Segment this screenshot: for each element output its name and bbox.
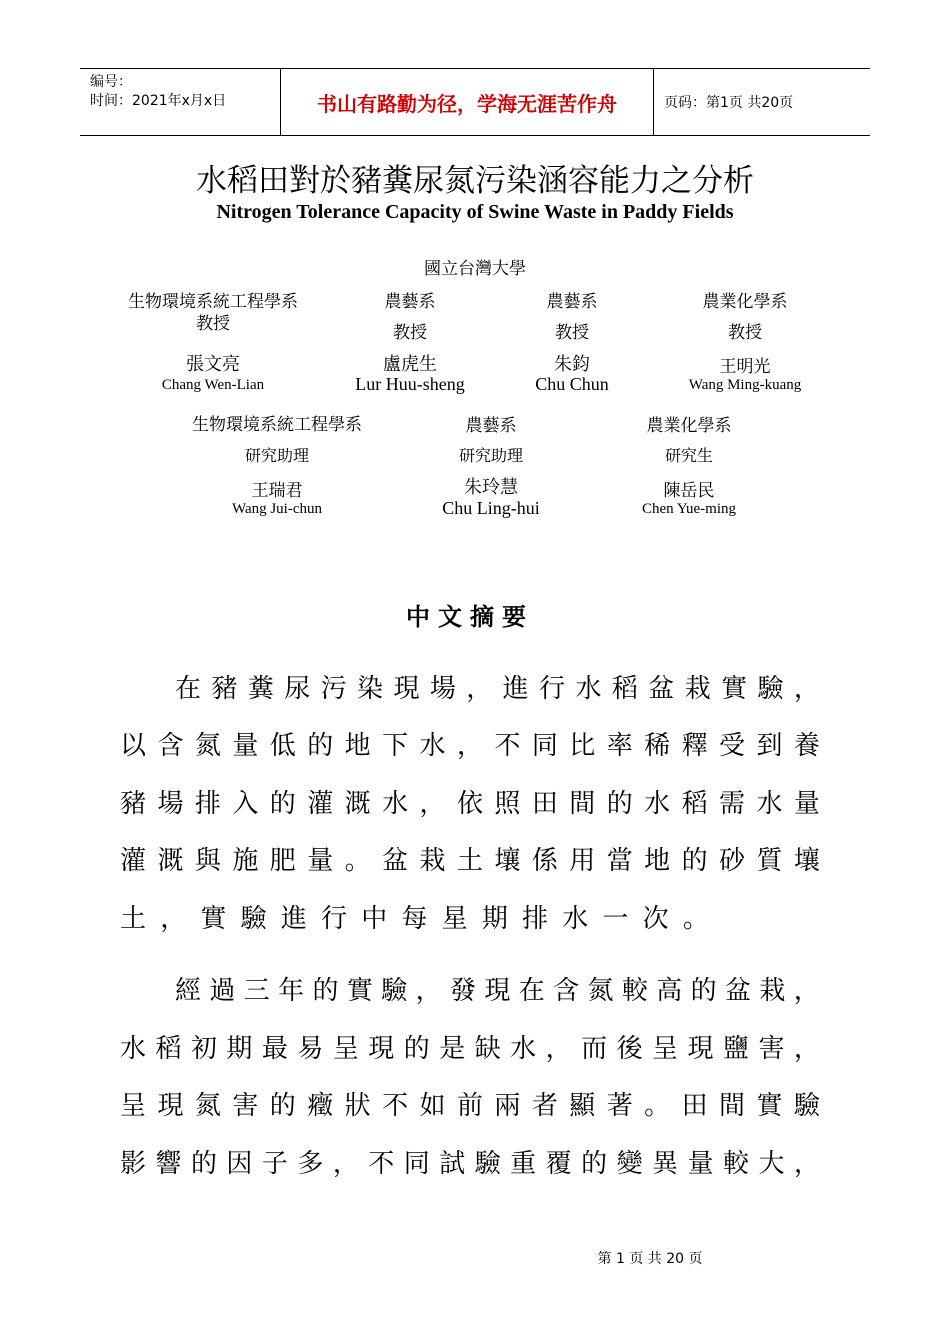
author3-name-en: Chu Chun bbox=[535, 374, 609, 394]
author2-name-zh: 盧虎生 bbox=[383, 354, 437, 375]
author6-name-en: Chu Ling-hui bbox=[442, 498, 540, 518]
author5-title: 研究助理 bbox=[244, 446, 310, 465]
author2-dept: 農藝系 bbox=[384, 292, 436, 312]
author4-title: 教授 bbox=[728, 323, 762, 343]
header-page-label: 页码：第1页 共20页 bbox=[664, 95, 794, 111]
author4-name-zh: 王明光 bbox=[719, 357, 771, 377]
author3-dept: 農藝系 bbox=[546, 292, 598, 312]
paragraph-line: 豬 場 排 入 的 灌 溉 水 ， 依 照 田 間 的 水 稻 需 水 量 bbox=[120, 789, 820, 819]
author3-name-zh: 朱鈞 bbox=[554, 354, 590, 375]
author6-title: 研究助理 bbox=[458, 446, 524, 465]
title-english: Nitrogen Tolerance Capacity of Swine Waste in Paddy Fields bbox=[216, 201, 734, 223]
document-header bbox=[80, 68, 870, 136]
author1-name-zh: 張文亮 bbox=[186, 354, 240, 375]
author1-dept: 生物環境系統工程學系 bbox=[128, 292, 298, 312]
paragraph-line: 水 稻 初 期 最 易 呈 現 的 是 缺 水 ， 而 後 呈 現 鹽 害 ， bbox=[120, 1034, 820, 1064]
header-info-cell bbox=[80, 69, 281, 135]
paragraph-line: 在 豬 糞 尿 污 染 現 場 ， 進 行 水 稻 盆 栽 實 驗 ， bbox=[175, 674, 820, 704]
paragraph-line: 灌 溉 與 施 肥 量 。 盆 栽 土 壤 係 用 當 地 的 砂 質 壤 bbox=[120, 846, 820, 876]
author5-dept: 生物環境系統工程學系 bbox=[192, 415, 362, 435]
author6-dept: 農藝系 bbox=[465, 416, 517, 436]
author1-title: 教授 bbox=[196, 314, 230, 334]
paragraph-line: 影 響 的 因 子 多 ， 不 同 試 驗 重 覆 的 變 異 量 較 大 ， bbox=[120, 1149, 820, 1179]
author5-name-zh: 王瑞君 bbox=[251, 481, 303, 501]
paragraph-line: 經 過 三 年 的 實 驗 ， 發 現 在 含 氮 較 高 的 盆 栽 ， bbox=[175, 976, 820, 1006]
university-name: 國立台灣大學 bbox=[424, 259, 526, 279]
author2-title: 教授 bbox=[393, 323, 427, 343]
author4-name-en: Wang Ming-kuang bbox=[688, 377, 802, 393]
author7-dept: 農業化學系 bbox=[646, 416, 732, 436]
abstract-heading: 中文摘要 bbox=[406, 603, 534, 631]
date-label: 时间：2021年x月x日 bbox=[90, 93, 227, 109]
paragraph-line: 土 ， 實 驗 進 行 中 每 星 期 排 水 一 次 。 bbox=[120, 904, 709, 934]
author5-name-en: Wang Jui-chun bbox=[231, 501, 323, 517]
author4-dept: 農業化學系 bbox=[702, 292, 788, 312]
number-label: 编号： bbox=[90, 74, 132, 90]
author7-title: 研究生 bbox=[664, 446, 714, 465]
title-chinese: 水稻田對於豬糞尿氮污染涵容能力之分析 bbox=[196, 163, 754, 199]
page-footer: 第 1 页 共 20 页 bbox=[597, 1251, 703, 1267]
author3-title: 教授 bbox=[555, 323, 589, 343]
paragraph-line: 以 含 氮 量 低 的 地 下 水 ， 不 同 比 率 稀 釋 受 到 養 bbox=[120, 731, 820, 761]
author7-name-en: Chen Yue-ming bbox=[641, 501, 737, 517]
author7-name-zh: 陳岳民 bbox=[663, 481, 715, 501]
author1-name-en: Chang Wen-Lian bbox=[161, 377, 265, 393]
header-motto: 书山有路勤为径，学海无涯苦作舟 bbox=[281, 69, 654, 135]
paragraph-line: 呈 現 氮 害 的 癥 狀 不 如 前 兩 者 顯 著 。 田 間 實 驗 bbox=[120, 1091, 820, 1121]
author2-name-en: Lur Huu-sheng bbox=[355, 374, 465, 394]
author6-name-zh: 朱玲慧 bbox=[464, 477, 518, 498]
